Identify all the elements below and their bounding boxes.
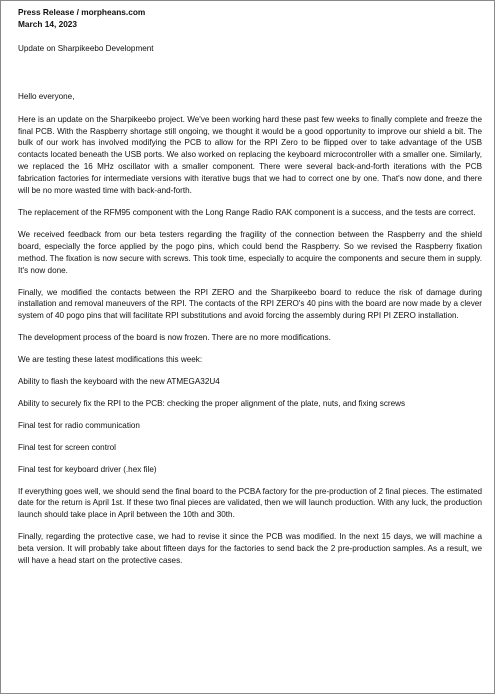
test-item: Final test for keyboard driver (.hex file) — [18, 464, 157, 474]
paragraph-pcb-update: Here is an update on the Sharpikeebo project. We've been working hard these past few weeks to finally complete and freeze the final PCB. With the Raspberry shortage still ongoing, we thought it would be a good opportunity to improve our shield a bit. The bulk of our work has involved modifying the PCB to allow for the RPI Zero to be flipped over to take advantage of the USB contacts located beneath the USB ports. We also worked on replacing the keyboard microcontroller with a smaller one. Similarly, we replaced the 16 MHz oscillator with a smaller component. There were several back-and-forth iterations with the PCB fabrication factories for intermediate versions with iterative bugs that we had to correct one by one. That's now done, and there will be no more wasted time with back-and-forth. — [18, 114, 482, 196]
test-item: Ability to securely fix the RPI to the PCB: checking the proper alignment of the plate, nuts, and fixing screws — [18, 398, 406, 408]
release-date: March 14, 2023 — [18, 18, 78, 29]
paragraph-development-frozen: The development process of the board is now frozen. There are no more modifications. — [18, 333, 331, 343]
paragraph-rfm95-replacement: The replacement of the RFM95 component with the Long Range Radio RAK component is a success, and the tests are correct. — [18, 207, 476, 217]
source-line: Press Release / morpheans.com — [18, 7, 146, 17]
paragraph-pogo-pins: Finally, we modified the contacts between the RPI ZERO and the Sharpikeebo board to reduce the risk of damage during installation and removal maneuvers of the RPI. The contacts of the RPI ZERO's 40 pins with the board are now made by a clever system of 40 pogo pins that will facilitate RPI substitutions and avoid forcing the assembly during RPI PI ZERO installation. — [18, 287, 482, 321]
test-item: Final test for screen control — [18, 442, 116, 452]
paragraph-pcba-factory: If everything goes well, we should send the final board to the PCBA factory for the pre-production of 2 final pieces. The estimated date for the return is April 1st. If these two final pieces are validated, then we will launch production. With any luck, the production launch should take place in April between the 10th and 30th. — [18, 486, 482, 520]
testing-intro: We are testing these latest modifications this week: — [18, 355, 203, 365]
paragraph-raspberry-fixation: We received feedback from our beta testers regarding the fragility of the connection between the Raspberry and the shield board, especially the force applied by the pogo pins, which could bend the Raspberry. So we revised the Raspberry fixation method. The fixation is now secure with screws. This took time, especially to acquire the components and secure them in supply. It's now done. — [18, 229, 482, 275]
test-item: Final test for radio communication — [18, 420, 140, 430]
subject-line: Update on Sharpikeebo Development — [18, 43, 154, 53]
greeting: Hello everyone, — [18, 91, 75, 101]
test-item: Ability to flash the keyboard with the new ATMEGA32U4 — [18, 377, 220, 387]
document-body — [18, 7, 482, 567]
paragraph-protective-case: Finally, regarding the protective case, we had to revise it since the PCB was modified. In the next 15 days, we will machine a beta version. It will probably take about fifteen days for the factories to send back the 2 pre-production samples. As a result, we will have a head start on the protective cases. — [18, 532, 482, 566]
